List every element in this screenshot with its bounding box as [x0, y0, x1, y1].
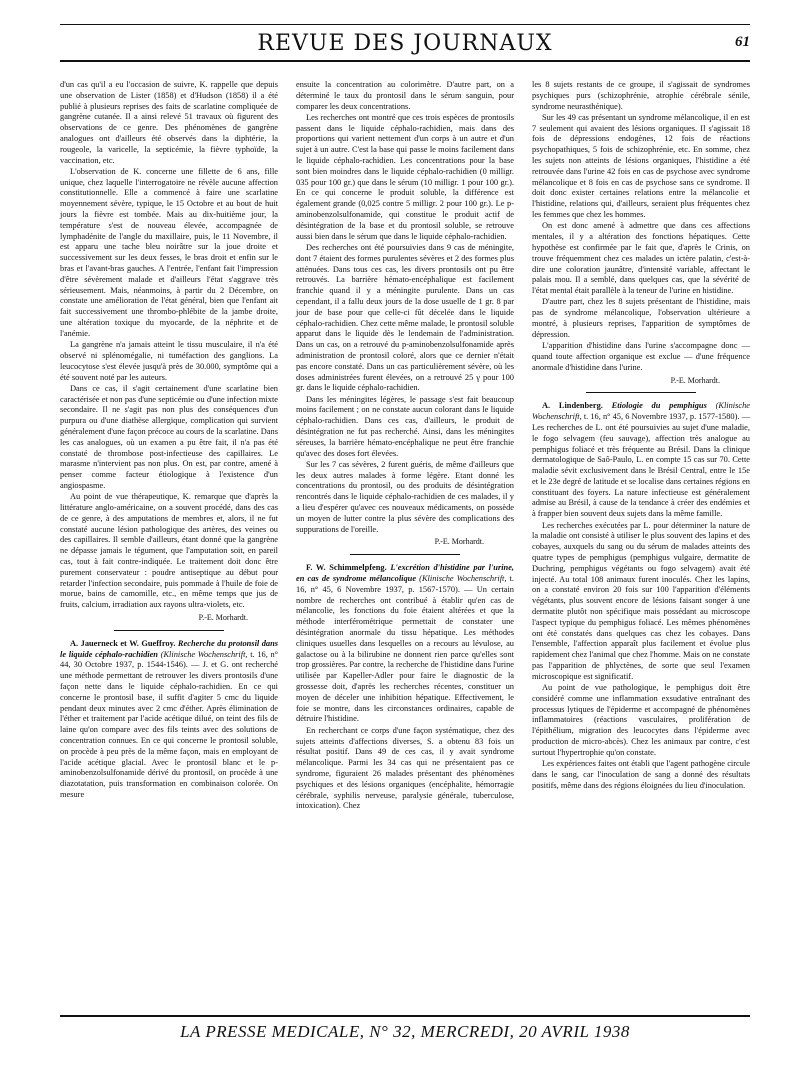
column-3 — [532, 80, 750, 792]
page-number: 61 — [735, 34, 750, 50]
article-authors: F. W. Schimmelpfeng. — [306, 563, 387, 573]
journal-section-title: REVUE DES JOURNAUX — [257, 31, 553, 56]
article-title: Recherche du protonsil dans le liquide céphalo-rachidien — [60, 638, 279, 659]
paragraph: Les recherches ont montré que ces trois espèces de prontosils passent dans le liquide céphalo-rachidien, mais dans des proportions qui varient nettement d'un corps à un autre et d'un sujet à un autre. C'est la base qui passe le moins facilement dans le liquide céphalo-rachidien. Les concentrations pour la base sont bien moindres dans le liquide céphalo-rachidien (0 milligr. 035 pour 100 gr.) que dans le sérum (10 milligr. 1 pour 100 gr.). En ce qui concerne le produit soluble, la différence est également grande (0,025 contre 5 milligr. 2 pour 100 gr.). Le p-aminobenzolsulfonamide, qui constitue le produit actif de désintégration de la base et du prontosil soluble, se retrouve aussi bien dans le sérum que dans le liquide céphalo-rachidien. — [296, 112, 514, 241]
signature: P.-E. Morhardt. — [670, 375, 720, 385]
signature: P.-E. Morhardt. — [198, 613, 248, 623]
header-bottom-rule — [60, 60, 750, 62]
article-text: t. 16, n° 45, 6 Novembre 1937, p. 1567-1570). — Un certain nombre de recherches ont contribué à établir qu'en cas de mélancolie, les fonctions du foie étaient altérées et que la méthode interférométrique permettait de constater une désintégration anormale du tissu hépatique. Les méthodes cliniques usuelles dans lesquelles on a recours au lévulose, au galactose ou à la bilirubine ne donnent rien parce qu'elles sont trop grossières. Par contre, la recherche de l'histidine dans l'urine utilisée par Kapeller-Adler pour faire le diagnostic de la grossesse doit, d'après les recherches récentes, constituer un moyen de déceler une inhibition hépatique. Effectivement, le foie se montre, dans les circonstances ordinaires, capable de détruire l'histidine. — [296, 574, 514, 724]
signature: P.-E. Morhardt. — [434, 537, 484, 547]
paragraph: ensuite la concentration au colorimètre. D'autre part, on a déterminé le taux du prontosil dans le sérum sanguin, pour comparer les deux concentrations. — [296, 80, 514, 111]
separator — [114, 630, 224, 631]
article-authors: A. Lindenberg. — [542, 401, 603, 411]
article-authors: A. Jauerneck et W. Gueffroy. — [70, 638, 176, 648]
paragraph: Dans ce cas, il s'agit certainement d'une scarlatine bien caractérisée et non pas d'une septicémie ou d'une infection mixte secondaire. Il ne s'agit pas non plus des conséquences d'un purpura ou d'une diathèse allergique, complication qui survient généralement d'une façon précoce au cours de la scarlatine. Dans les cas analogues, où un examen a pu être fait, il n'a pas été constaté de thrombose post-infectieuse des capillaires. Le marasme n'intervient pas non plus. On est, par contre, amené à penser comme facteur étiologique à l'existence d'un angiospasme. — [60, 383, 278, 490]
article-source: (Klinische Wochenschrift, — [532, 401, 751, 422]
article-title: Etiologie du pemphigus — [611, 401, 707, 411]
article-heading — [60, 639, 278, 801]
article-heading — [296, 563, 514, 725]
article-text: t. 16, n° 45, 6 Novembre 1937, p. 1577-1580). — Les recherches de L. ont été poursuivies au sujet d'une maladie, le fogo selvagem (feu sauvage), affection très analogue au pemphigus foliacé et très fréquente au Brésil. Dans la clinique dermatologique de Saô-Paulo, L. en compte 15 cas sur 70. Cette maladie sévit exclusivement dans le Brésil Central, entre le 15e et le 23e degré de latitude et se localise dans certaines régions en constituant des foyers. La nature infectieuse est généralement admise au Brésil, à cause de la tendance à créer des endémies et à frapper bien souvent deux sujets dans la même famille. — [532, 412, 750, 519]
paragraph: D'autre part, chez les 8 sujets présentant de l'histidine, mais pas de syndrome mélancolique, l'observation ultérieure a montré, à plusieurs reprises, l'apparition de symptômes de dépression. — [532, 297, 750, 339]
paragraph: La gangrène n'a jamais atteint le tissu musculaire, il n'a été observé ni splénomégalie, ni tuméfaction des ganglions. La leucocytose s'est élevée jusqu'à près de 30.000, symptôme qui a été souvent noté par les auteurs. — [60, 340, 278, 382]
paragraph: les 8 sujets restants de ce groupe, il s'agissait de syndromes psychiques purs (schizophrénie, atrophie cérébrale sénile, syndrome neurasthénique). — [532, 80, 750, 111]
page-footer: LA PRESSE MEDICALE, N° 32, MERCREDI, 20 AVRIL 1938 — [180, 1022, 630, 1041]
column-2 — [296, 80, 514, 812]
paragraph: Au point de vue thérapeutique, K. remarque que d'après la littérature anglo-américaine, on a souvent procédé, dans des cas de ce genre, à des amputations de membres et, alors, il ne fut constaté aucune lésion pathologique des artères, des veines ou des capillaires. Il semble d'ailleurs, étant donné que la gangrène ne dépasse jamais le tégument, que l'amputation soit, en pareil cas, tout à fait contre-indiquée. Le traitement doit donc être purement conservateur : poudre antiseptique au début pour retarder l'infection secondaire, puis pommade à l'huile de foie de morue, bains de camomille, etc., en même temps que jus de fruits, calcium, irradiation aux rayons ultra-violets, etc. — [60, 492, 278, 610]
paragraph: L'apparition d'histidine dans l'urine s'accompagne donc — quand toute affection organique est exclue — d'une fréquence anormale d'histidine dans l'urine. — [532, 341, 750, 372]
page-header — [60, 28, 750, 58]
paragraph: Au point de vue pathologique, le pemphigus doit être considéré comme une inflammation exsudative entraînant des processus lytiques de l'épiderme et accompagné de phénomènes inflammatoires (réactions vasculaires, prolifération de l'épithélium, migration des leucocytes dans l'épiderme avec production de micro-abcès). Chez les animaux par contre, c'est surtout l'hypertrophie qu'on constate. — [532, 683, 750, 757]
paragraph: En recherchant ce corps d'une façon systématique, chez des sujets atteints d'affections diverses, S. a obtenu 83 fois un résultat positif. Dans 49 de ces cas, il y avait syndrome mélancolique. Parmi les 34 cas qui ne présentaient pas ce syndrome, figuraient 26 malades présentant des phénomènes psychiques et des lésions organiques (encéphalite, hémorragie cérébrale, syphilis nerveuse, paralysie générale, tuberculose, intoxication). Chez — [296, 725, 514, 811]
footer-rule — [60, 1015, 750, 1017]
paragraph: Sur les 49 cas présentant un syndrome mélancolique, il en est 7 seulement qui avaient des lésions organiques. Il s'agissait 18 fois de dépressions endogènes, 12 fois de réactions psychopathiques, 5 fois de schizophrénie, etc. En somme, chez les sujets non atteints de lésions organiques, l'histidine a été retrouvée dans l'urine 42 fois en cas de psychose avec syndrome mélancolique et 8 fois en cas de psychose sans ce syndrome. Il doit donc exister certaines relations entre la mélancolie et l'histidine, relations qui, d'ailleurs, seraient plus fréquentes chez les femmes que chez les hommes. — [532, 112, 750, 220]
header-top-rule — [60, 24, 750, 25]
paragraph: Les recherches exécutées par L. pour déterminer la nature de la maladie ont consisté à utiliser le plus souvent des lapins et des cobayes, auxquels du sang ou du sérum de malades atteints des quatre types de pemphigus (pemphigus vulgaire, dermatite de Duchring, pemphigus végétants ou fogo selvagem) avait été injecté. Au total 108 animaux furent inoculés. Chez les lapins, on a constaté environ 20 fois sur 100 l'apparition d'éléments végétants, plus souvent encore de lésions faisant songer à une dermatite plutôt non spécifique mais possédant au microscope l'aspect typique du pemphigus foliacé. Les mêmes phénomènes ont été constatés dans quelques cas chez les cobayes. Dans l'ensemble, l'affection apparaît plus facilement et évolue plus rapidement chez l'animal que chez l'homme. Mais on ne constate pas l'apparition de phlyctènes, de sorte que seul l'examen microscopique est significatif. — [532, 520, 750, 681]
article-title: L'excrétion d'histidine par l'urine, en cas de syndrome mélancolique — [296, 563, 515, 584]
paragraph: Sur les 7 cas sévères, 2 furent guéris, de même d'ailleurs que les deux autres malades à forme légère. Etant donné les concentrations du prontosil, ou des produits de désintégration rencontrés dans le liquide céphalo-rachidien de ces malades, il y a lieu d'espérer qu'avec ces nouveaux médicaments, on possède un moyen de lutter contre la plus sévère des complications des suppurations de l'oreille. — [296, 459, 514, 534]
paragraph: Dans les méningites légères, le passage s'est fait beaucoup moins facilement ; on ne constate aucun colorant dans le liquide céphalo-rachidien. Dans ces cas, d'ailleurs, le produit de désintégration ne fut pas recherché. Ainsi, dans les méningites séreuses, la barrière hémato-encéphalique ne peut être franchie qu'avec des doses fort élevées. — [296, 394, 514, 458]
article-source: (Klinische Wochenschrift, — [160, 649, 248, 659]
paragraph: Des recherches ont été poursuivies dans 9 cas de méningite, dont 7 étaient des formes purulentes sévères et 2 des formes plus atténuées. Dans tous ces cas, les divers prontosils ont pu être retrouvés. La barrière hémato-encéphalique est facilement franchie quand il y a méningite purulente. Dans un cas cependant, il a fallu deux jours de la dose usuelle de 1 gr. 8 par jour de base pour que celle-ci fût décelée dans le liquide céphalo-rachidien. Chez cette même malade, le prontosil soluble apparut dans le liquide dès le lendemain de l'administration. Dans un cas, on a retrouvé du p-aminobenzolsulfonamide après administration de prontosil coloré, alors que ce dernier n'était pas encore constaté. Dans un cas particulièrement sévère, où les doses administrées furent élevées, on a retrouvé 25 γ pour 100 gr. dans le liquide céphalo-rachidien. — [296, 242, 514, 393]
article-source: (Klinische Wochenschrift, — [419, 574, 507, 584]
paragraph: d'un cas qu'il a eu l'occasion de suivre, K. rappelle que depuis une observation de Lister (1858) et d'Hudson (1858) il a été publié à plusieurs reprises des faits de scarlatine compliquée de gangrène cutanée. Il a ainsi relevé 51 travaux où figurent des observations de ce genre. Des phénomènes de gangrène analogues ont d'ailleurs été observés dans la diphtérie, la rougeole, la varicelle, la septicémie, la fièvre typhoïde, la vaccination, etc. — [60, 80, 278, 165]
separator — [350, 554, 460, 555]
article-heading — [532, 401, 750, 520]
separator — [586, 392, 696, 393]
paragraph: L'observation de K. concerne une fillette de 6 ans, fille unique, chez laquelle l'interrogatoire ne révèle aucune affection constitutionnelle. Elle a commencé à faire une scarlatine moyennement sévère, typique, le 15 Octobre et au bout de huit jours la fièvre est tombée. Mais au dix-huitième jour, la température s'est de nouveau élevée, accompagnée de lymphadénite de l'angle du maxillaire, puis, le 11 Novembre, il est apparu une tache bleu noirâtre sur la joue droite et successivement sur les deux fesses, le bras droit et enfin sur le bras et l'avant-bras gauches. A l'entrée, l'enfant fait l'impression d'être sévèrement malade et d'ailleurs l'état s'aggrave très sérieusement. Mais, néanmoins, à partir du 2 Décembre, on constate une amélioration de l'état général, bien que l'enfant ait fait successivement une thrombo-phlébite de la jambe droite, une altération toxique du myocarde, de la néphrite et de l'anémie. — [60, 166, 278, 338]
article-text: t. 16, n° 44, 30 Octobre 1937, p. 1544-1546). — J. et G. ont recherché une méthode permettant de retrouver les divers prontosils d'une façon nette dans le liquide céphalo-rachidien. En ce qui concerne le prontosil base, il suffit d'agiter 5 cmc du liquide pendant deux minutes avec 2 cmc d'éther. Après élimination de l'éther et traitement par l'acide acétique dilué, on teint des fils de laine qu'on compare avec des fils teints avec des solutions de concentration connues. En ce qui concerne le prontosil soluble, on procède à peu près de la même façon, mais en employant de l'acide acétique glacial. Avec le prontosil blanc et le p-aminobenzolsulfonamide dérivé du prontosil, on procède à une diazotatation, puis transformation en combinaison colorée. On mesure — [60, 649, 279, 799]
column-1 — [60, 80, 278, 801]
paragraph: Les expériences faites ont établi que l'agent pathogène circule dans le sang, car l'inoculation de sang a donné des résultats positifs, même dans des régions éloignées du lieu d'inoculation. — [532, 759, 750, 790]
paragraph: On est donc amené à admettre que dans ces affections mentales, il y a altération des fonctions hépatiques. Cette hypothèse est confirmée par le fait que, d'après le Crinis, on trouve fréquemment chez ces malades un ictère palatin, c'est-à-dire une coloration jaunâtre, d'intensité variable, affectant le palais mou. Il a semblé, dans quelques cas, que la sévérité de l'état mental était parallèle à la teneur de l'urine en histidine. — [532, 221, 750, 296]
